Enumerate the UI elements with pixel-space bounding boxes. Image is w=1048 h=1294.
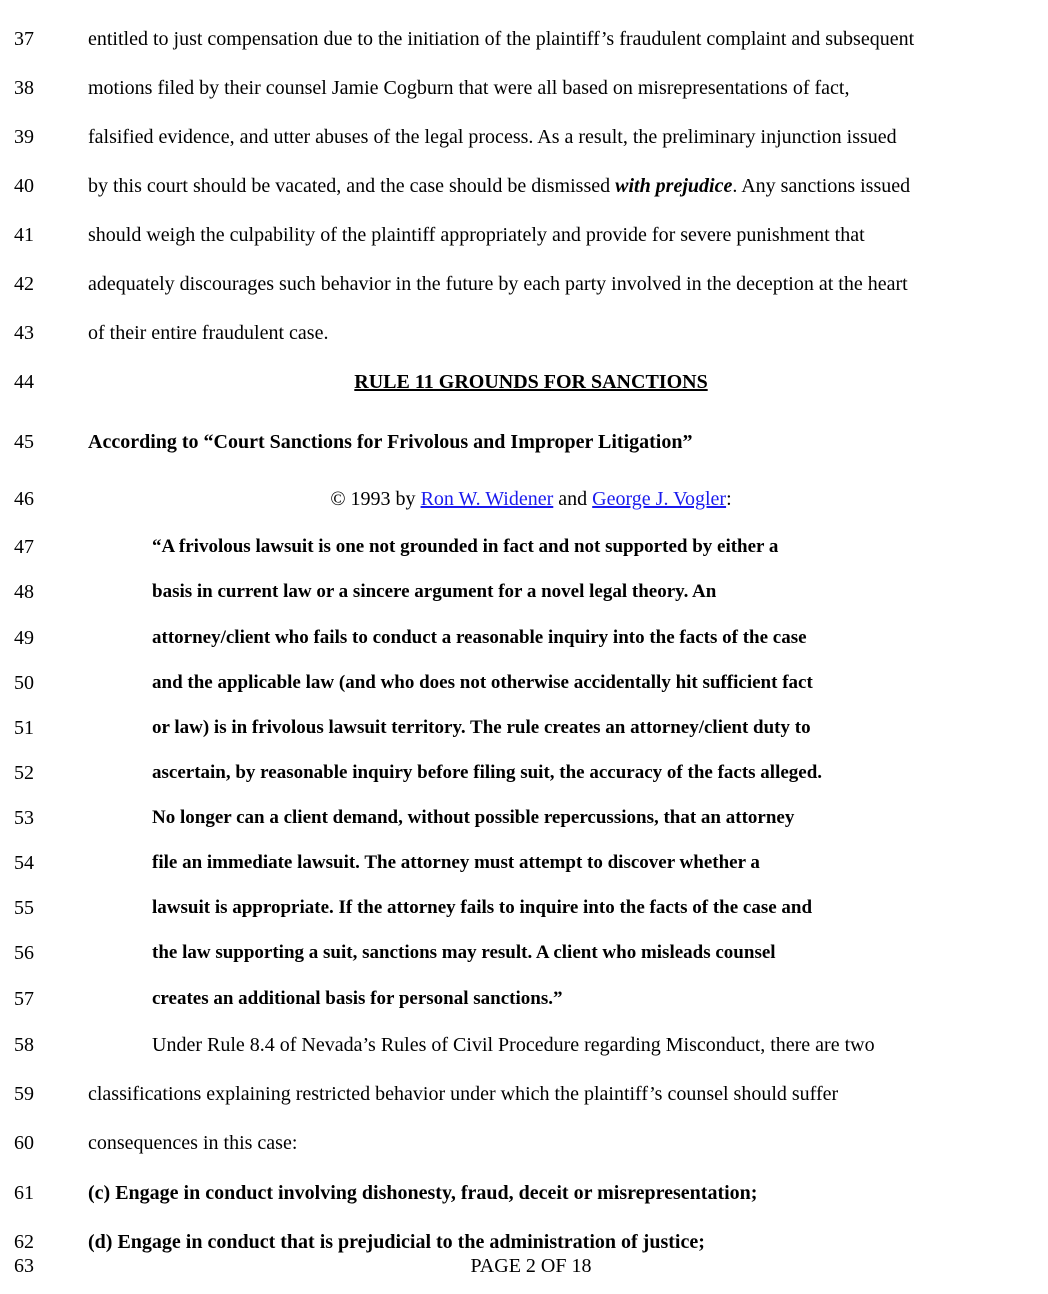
body-text-line: of their entire fraudulent case. [88,322,329,344]
rule-clause: (d) Engage in conduct that is prejudicial to the administration of justice; [88,1231,705,1253]
rule-clause: (c) Engage in conduct involving dishonesty, fraud, deceit or misrepresentation; [88,1182,758,1204]
quote-line: and the applicable law (and who does not otherwise accidentally hit sufficient fact [152,672,813,693]
line-number: 59 [14,1083,34,1105]
page-footer: PAGE 2 OF 18 [470,1255,592,1277]
line-number: 40 [14,175,34,197]
line-number: 61 [14,1182,34,1204]
quote-line: ascertain, by reasonable inquiry before filing suit, the accuracy of the facts alleged. [152,762,823,783]
body-text-line: Under Rule 8.4 of Nevada’s Rules of Civil Procedure regarding Misconduct, there are two [152,1034,875,1056]
quote-line: or law) is in frivolous lawsuit territory. The rule creates an attorney/client duty to [152,717,811,738]
line-number: 41 [14,224,34,246]
section-heading: RULE 11 GROUNDS FOR SANCTIONS [354,371,708,393]
quote-line: file an immediate lawsuit. The attorney must attempt to discover whether a [152,852,760,873]
quote-line: basis in current law or a sincere argument for a novel legal theory. An [152,581,717,602]
line-number: 53 [14,807,34,829]
body-text-line: entitled to just compensation due to the initiation of the plaintiff’s fraudulent complaint and subsequent [88,28,915,50]
quote-line: No longer can a client demand, without possible repercussions, that an attorney [152,807,795,828]
line-number: 38 [14,77,34,99]
line-number: 60 [14,1132,34,1154]
line-number: 55 [14,897,34,919]
line-number: 63 [14,1255,34,1277]
line-number: 62 [14,1231,34,1253]
quote-line: attorney/client who fails to conduct a reasonable inquiry into the facts of the case [152,627,807,648]
body-text-line: adequately discourages such behavior in the future by each party involved in the deception at the heart [88,273,908,295]
body-text-segment: by this court should be vacated, and the case should be dismissed [88,175,616,197]
line-number: 37 [14,28,34,50]
body-text-line: falsified evidence, and utter abuses of the legal process. As a result, the preliminary injunction issued [88,126,897,148]
copyright-line [0,487,1048,511]
line-number: 58 [14,1034,34,1056]
line-number: 47 [14,536,34,558]
author-link-vogler[interactable]: George J. Vogler [592,488,727,510]
body-text-segment: . Any sanctions issued [732,175,911,197]
line-number: 46 [14,488,34,510]
line-number: 45 [14,431,34,453]
line-number: 42 [14,273,34,295]
line-number: 50 [14,672,34,694]
line-number: 43 [14,322,34,344]
body-text-line: motions filed by their counsel Jamie Cogburn that were all based on misrepresentations of fact, [88,77,850,99]
line-number: 48 [14,581,34,603]
line-number: 57 [14,988,34,1010]
line-number: 52 [14,762,34,784]
emphasis-text: with prejudice [615,175,733,197]
citation-heading: According to “Court Sanctions for Frivolous and Improper Litigation” [88,431,693,453]
quote-line: “A frivolous lawsuit is one not grounded in fact and not supported by either a [152,536,779,557]
line-number: 39 [14,126,34,148]
body-text-line: consequences in this case: [88,1132,298,1154]
line-number: 56 [14,942,34,964]
quote-line: creates an additional basis for personal sanctions.” [152,988,563,1009]
line-number: 54 [14,852,34,874]
quote-line: lawsuit is appropriate. If the attorney fails to inquire into the facts of the case and [152,897,813,918]
punctuation-text: : [726,488,732,510]
line-number: 51 [14,717,34,739]
body-text-line: should weigh the culpability of the plaintiff appropriately and provide for severe punishment that [88,224,865,246]
body-text-line [88,174,910,198]
copyright-prefix: © 1993 by [330,488,421,510]
body-text-line: classifications explaining restricted behavior under which the plaintiff’s counsel should suffer [88,1083,839,1105]
quote-line: the law supporting a suit, sanctions may result. A client who misleads counsel [152,942,776,963]
author-link-widener[interactable]: Ron W. Widener [420,488,554,510]
line-number: 49 [14,627,34,649]
line-number: 44 [14,371,34,393]
conjunction-text: and [553,488,593,510]
